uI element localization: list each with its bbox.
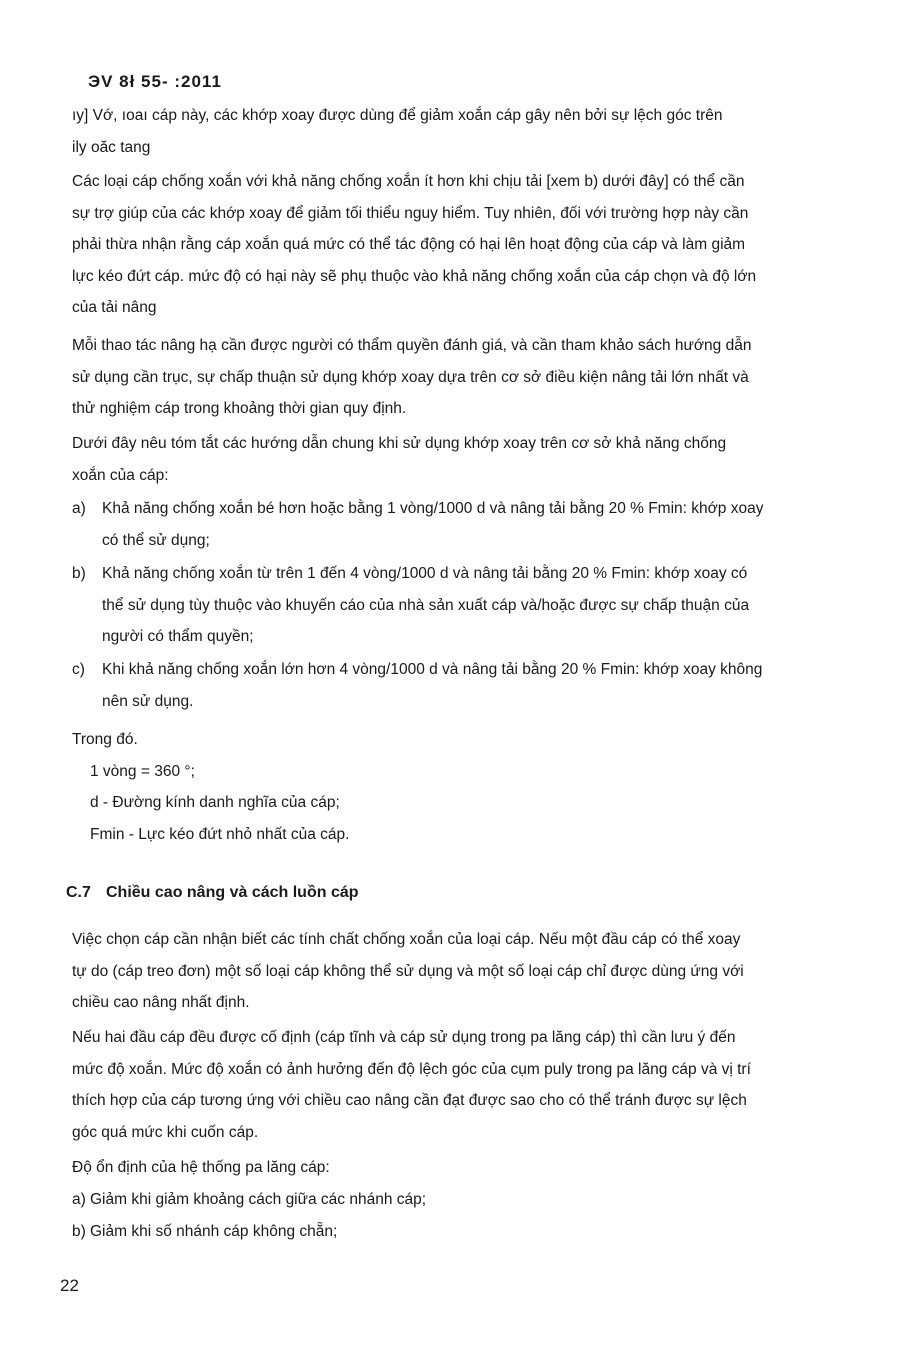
text-line: nên sử dụng. bbox=[102, 692, 194, 710]
text-line: tự do (cáp treo đơn) một số loại cáp không thể sử dụng và một số loại cáp chỉ được dùng ứng với bbox=[72, 962, 744, 980]
text-line: Độ ổn định của hệ thống pa lăng cáp: bbox=[72, 1159, 330, 1176]
text-line: Giảm khi số nhánh cáp không chẵn; bbox=[90, 1223, 338, 1240]
text-line: sự trợ giúp của các khớp xoay để giảm tối thiểu nguy hiểm. Tuy nhiên, đối với trường hợp này cần bbox=[72, 204, 749, 222]
text-line: mức độ xoắn. Mức độ xoắn có ảnh hưởng đến độ lệch góc của cụm puly trong pa lăng cáp và vị trí bbox=[72, 1060, 751, 1078]
text-line: Nếu hai đầu cáp đều được cố định (cáp tĩnh và cáp sử dụng trong pa lăng cáp) thì cần lưu ý đến bbox=[72, 1029, 736, 1046]
list-item-c bbox=[72, 654, 832, 717]
text-line: Giảm khi giảm khoảng cách giữa các nhánh cáp; bbox=[90, 1191, 427, 1208]
text-line: của tải nâng bbox=[72, 299, 157, 316]
section-number: C.7 bbox=[66, 884, 91, 901]
text-line: Các loại cáp chống xoắn với khả năng chống xoắn ít hơn khi chịu tải [xem b) dưới đây] có thể cần bbox=[72, 173, 745, 190]
list-label: a) bbox=[72, 1191, 86, 1208]
text-line: ily oăc tang bbox=[72, 138, 151, 156]
text-line: có thể sử dụng; bbox=[102, 531, 210, 549]
where-item: 1 vòng = 360 °; bbox=[90, 762, 195, 780]
text-line: người có thẩm quyền; bbox=[102, 628, 254, 645]
list-label: a) bbox=[72, 500, 86, 517]
text-line: góc quá mức khi cuốn cáp. bbox=[72, 1123, 259, 1141]
list-item-a bbox=[72, 493, 832, 556]
section-heading bbox=[66, 884, 359, 902]
text-line: Dưới đây nêu tóm tắt các hướng dẫn chung khi sử dụng khớp xoay trên cơ sở khả năng chống bbox=[72, 435, 727, 452]
text-line: ıy] Vớ, ıoaı cáp này, các khớp xoay được dùng để giảm xoắn cáp gây nên bởi sự lệch góc trên bbox=[72, 107, 723, 124]
standard-code-header: ЭV 8ł 55- :2011 bbox=[88, 72, 222, 91]
paragraph-operation bbox=[72, 330, 832, 425]
list-label: c) bbox=[72, 661, 85, 678]
where-item: Fmin - Lực kéo đứt nhỏ nhất của cáp. bbox=[90, 825, 350, 843]
where-title: Trong đó. bbox=[72, 731, 138, 748]
text-line: Mỗi thao tác nâng hạ cần được người có thẩm quyền đánh giá, và cần tham khảo sách hướng dẫn bbox=[72, 337, 752, 354]
text-line: thích hợp của cáp tương ứng với chiều cao nâng cần đạt được sao cho có thể tránh được sự lệch bbox=[72, 1092, 747, 1109]
text-line: phải thừa nhận rằng cáp xoắn quá mức có thể tác động có hại lên hoạt động của cáp và làm giảm bbox=[72, 236, 746, 253]
text-line: thử nghiệm cáp trong khoảng thời gian quy định. bbox=[72, 400, 407, 417]
where-block bbox=[72, 724, 832, 850]
page-number: 22 bbox=[60, 1276, 79, 1295]
list-item-b bbox=[72, 558, 832, 653]
text-line: Khi khả năng chống xoắn lớn hơn 4 vòng/1000 d và nâng tải bằng 20 % Fmin: khớp xoay không bbox=[102, 661, 763, 678]
paragraph-summary bbox=[72, 428, 832, 491]
list-label: b) bbox=[72, 1223, 86, 1240]
text-line: xoắn của cáp: bbox=[72, 466, 169, 484]
text-line: thể sử dụng tùy thuộc vào khuyến cáo của nhà sản xuất cáp và/hoặc được sự chấp thuận của bbox=[102, 596, 750, 614]
paragraph-fixed-ends bbox=[72, 1022, 832, 1148]
where-item: d - Đường kính danh nghĩa của cáp; bbox=[90, 794, 340, 811]
paragraph-stability bbox=[72, 1152, 832, 1184]
stability-list-item-a bbox=[72, 1184, 832, 1216]
section-title: Chiều cao nâng và cách luồn cáp bbox=[106, 884, 359, 901]
text-line: Việc chọn cáp cần nhận biết các tính chất chống xoắn của loại cáp. Nếu một đầu cáp có thể xoay bbox=[72, 931, 741, 948]
stability-list-item-b bbox=[72, 1216, 832, 1248]
text-line: Khả năng chống xoắn bé hơn hoặc bằng 1 vòng/1000 d và nâng tải bằng 20 % Fmin: khớp xoay bbox=[102, 500, 764, 517]
list-label: b) bbox=[72, 565, 86, 582]
text-line: sử dụng cần trục, sự chấp thuận sử dụng khớp xoay dựa trên cơ sở điều kiện nâng tải lớn nhất và bbox=[72, 368, 749, 386]
paragraph-intro bbox=[72, 100, 832, 163]
text-line: lực kéo đứt cáp. mức độ có hại này sẽ phụ thuộc vào khả năng chống xoắn của cáp chọn và độ lớn bbox=[72, 267, 757, 285]
text-line: Khả năng chống xoắn từ trên 1 đến 4 vòng/1000 d và nâng tải bằng 20 % Fmin: khớp xoay có bbox=[102, 565, 748, 582]
paragraph-selection bbox=[72, 924, 832, 1019]
paragraph-anti-twist bbox=[72, 166, 832, 324]
text-line: chiều cao nâng nhất định. bbox=[72, 994, 250, 1011]
